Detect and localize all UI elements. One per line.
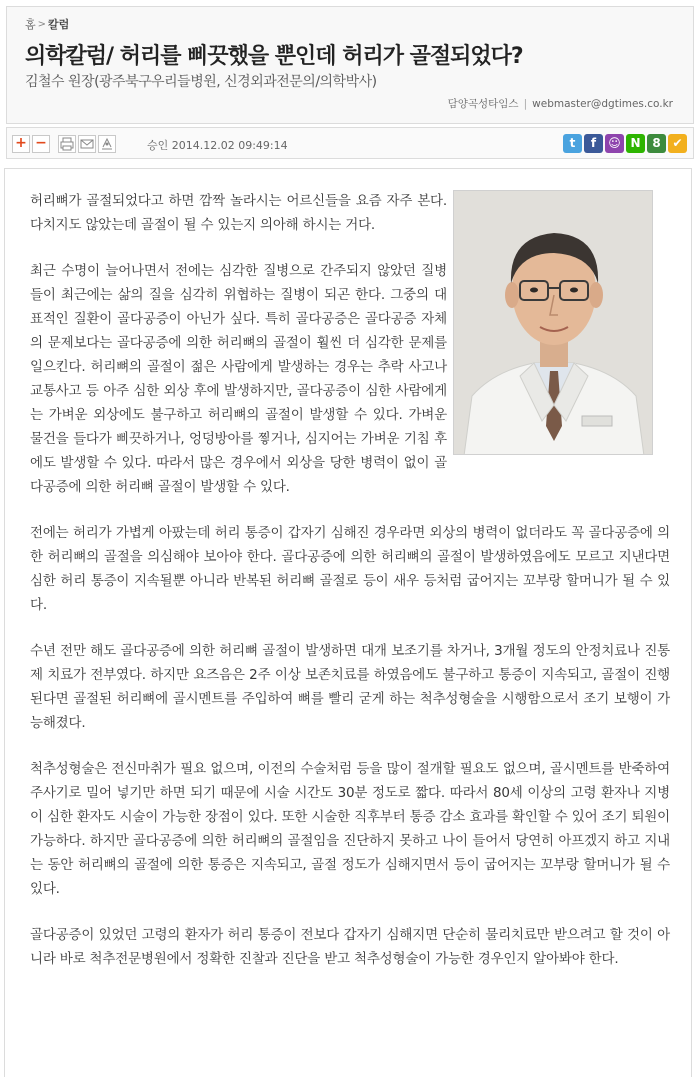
print-icon[interactable] <box>58 135 76 153</box>
article-text <box>30 189 670 993</box>
paragraph: 수년 전만 해도 골다공증에 의한 허리뼈 골절이 발생하면 대개 보조기를 차거나, 3개월 정도의 안정치료나 진통제 치료가 전부였다. 하지만 요즈음은 2주 이상 보존치료를 하였음에도 불구하고 통증이 지속되고, 골절이 진행된다면 골절된 허리뼈에 골시멘트를 주입하여 뼈를 빨리 굳게 하는 척추성형술을 시행함으로서 조기 보행이 가능해졌다. <box>30 643 670 731</box>
yozm-icon[interactable]: ☺ <box>605 134 624 153</box>
facebook-icon[interactable]: f <box>584 134 603 153</box>
article-source: 담양곡성타임스 | webmaster@dgtimes.co.kr <box>447 98 673 110</box>
share-buttons <box>563 134 687 153</box>
article-body <box>4 168 692 1077</box>
bookmark-icon[interactable]: ✔ <box>668 134 687 153</box>
article-byline: 김철수 원장(광주북구우리들병원, 신경외과전문의/의학박사) <box>25 74 377 90</box>
publisher-name: 담양곡성타임스 <box>447 98 519 110</box>
twitter-icon[interactable]: t <box>563 134 582 153</box>
article-header <box>6 6 694 124</box>
font-size-increase-button[interactable]: + <box>12 135 30 153</box>
paragraph: 척추성형술은 전신마취가 필요 없으며, 이전의 수술처럼 등을 많이 절개할 필요도 없으며, 골시멘트를 반죽하여 주사기로 밀어 넣기만 하면 되기 때문에 시술 시간도 30분 정도로 짧다. 따라서 80세 이상의 고령 환자나 지병이 심한 환자도 시술이 가능한 장점이 있다. 또한 시술한 직후부터 통증 감소 효과를 확인할 수 있어 조기 퇴원이 가능하다. 하지만 골다공증에 의한 허리뼈의 골절임을 진단하지 못하고 나이 들어서 당연히 아프겠지 하고 지내는 동안 허리뼈의 골절에 의한 통증은 지속되고, 골절 정도가 심해지면서 등이 굽어지는 꼬부랑 할머니가 될 수 있다. <box>30 761 670 897</box>
article-toolbar <box>6 127 694 159</box>
email-share-icon[interactable] <box>78 135 96 153</box>
paragraph: 전에는 허리가 가볍게 아팠는데 허리 통증이 갑자기 심해진 경우라면 외상의 병력이 없더라도 꼭 골다공증에 의한 허리뼈의 골절을 의심해야 보아야 한다. 골다공증에 의한 허리뼈의 골절이 발생하였음에도 모르고 지낸다면 심한 허리 통증이 지속될뿐 아니라 반복된 허리뼈 골절로 등이 새우 등처럼 굽어지는 꼬부랑 할머니가 될 수 있다. <box>30 525 670 613</box>
google-icon[interactable]: 8 <box>647 134 666 153</box>
breadcrumb <box>25 16 69 32</box>
article-title: 의학칼럼/ 허리를 삐끗했을 뿐인데 허리가 골절되었다? <box>25 44 523 69</box>
paragraph: 허리뼈가 골절되었다고 하면 깜짝 놀라시는 어르신들을 요즘 자주 본다. 다치지도 않았는데 골절이 될 수 있는지 의아해 하시는 거다. <box>30 193 447 233</box>
paragraph: 최근 수명이 늘어나면서 전에는 심각한 질병으로 간주되지 않았던 질병들이 최근에는 삶의 질을 심각히 위협하는 질병이 되곤 한다. 그중의 대표적인 질환이 골다공증이 아닌가 싶다. 특히 골다공증은 골다공증 자체의 문제보다는 골다공증에 의한 허리뼈의 골절이 훨씬 더 심각한 문제를 일으킨다. 허리뼈의 골절이 젊은 사람에게 발생하는 경우는 추락 사고나 교통사고 등 아주 심한 외상 후에 발생하지만, 골다공증이 심한 사람에게는 가벼운 외상에도 불구하고 허리뼈의 골절이 발생할 수 있다. 가벼운 물건을 들다가 삐끗하거나, 엉덩방아를 찧거나, 심지어는 가벼운 기침 후에도 발생할 수 있다. 따라서 많은 경우에서 외상을 당한 병력이 없이 골다공증에 의한 허리뼈 골절이 발생할 수 있다. <box>30 263 447 495</box>
breadcrumb-current[interactable]: 칼럼 <box>48 18 70 31</box>
publisher-email[interactable]: webmaster@dgtimes.co.kr <box>532 98 673 110</box>
scrap-icon[interactable] <box>98 135 116 153</box>
font-size-decrease-button[interactable]: − <box>32 135 50 153</box>
breadcrumb-separator: > <box>37 18 47 30</box>
approval-date: 승인 2014.12.02 09:49:14 <box>147 139 288 152</box>
photo-spacer <box>447 189 670 504</box>
paragraph: 골다공증이 있었던 고령의 환자가 허리 통증이 전보다 갑자기 심해지면 단순히 물리치료만 받으려고 할 것이 아니라 바로 척추전문병원에서 정확한 진찰과 진단을 받고 척추성형술이 가능한 경우인지 알아봐야 한다. <box>30 927 670 967</box>
breadcrumb-home[interactable]: 홈 <box>25 18 36 31</box>
naver-icon[interactable]: N <box>626 134 645 153</box>
